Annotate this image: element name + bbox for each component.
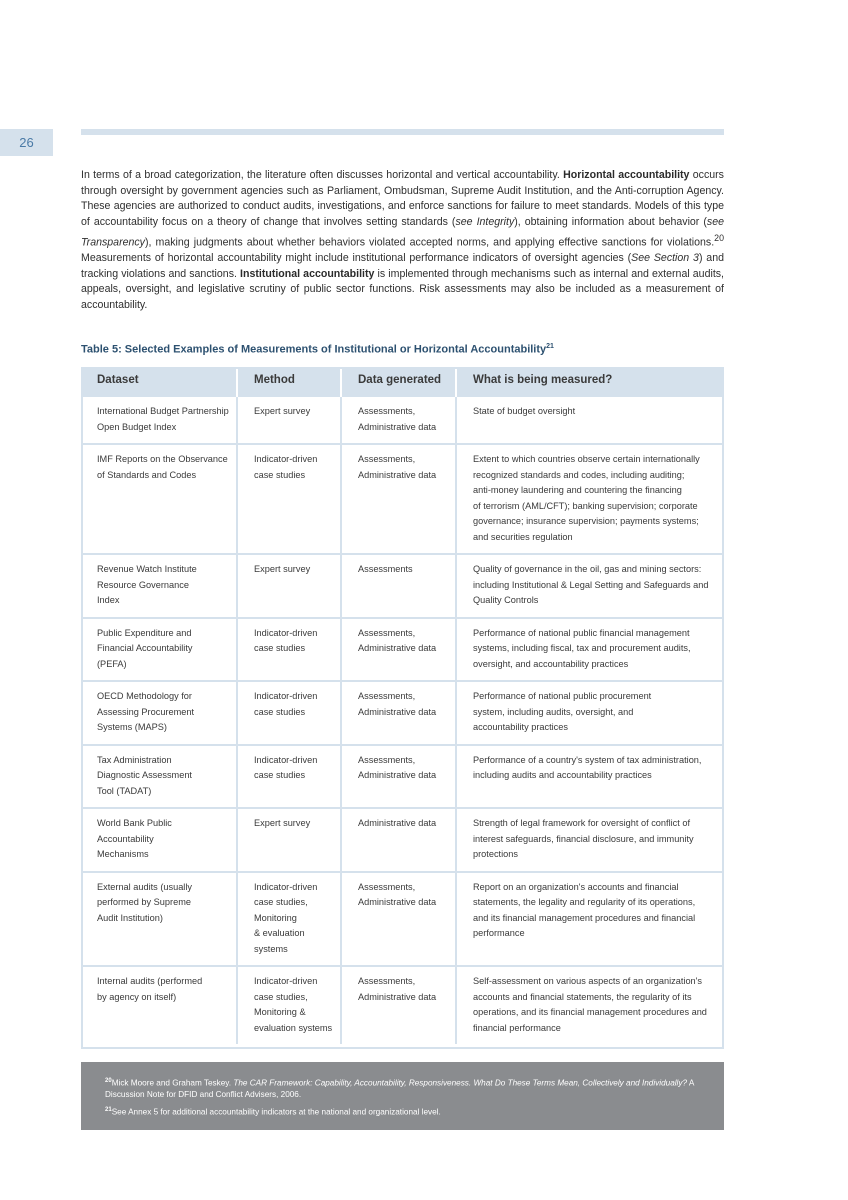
- cell-data-generated: Assessments, Administrative data: [341, 396, 456, 444]
- cell-method: Expert survey: [237, 808, 341, 872]
- body-segment-8: Measurements of horizontal accountability might include institutional performance indicators of oversight agencies (: [81, 252, 632, 265]
- cell-data-generated: Assessments, Administrative data: [341, 681, 456, 745]
- header-method: Method: [237, 367, 341, 396]
- body-segment-1: Horizontal accountability: [563, 169, 690, 181]
- table-row: [81, 745, 724, 809]
- body-segment-3: see Integrity: [455, 216, 515, 229]
- table-body: [81, 396, 724, 1044]
- cell-data-generated: Assessments, Administrative data: [341, 966, 456, 1044]
- cell-measured: Performance of a country's system of tax administration, including audits and accountability practices: [456, 745, 724, 809]
- table-title-footnote-ref: 21: [546, 343, 554, 350]
- cell-dataset: Tax Administration Diagnostic Assessment Tool (TADAT): [81, 745, 237, 809]
- cell-measured: Quality of governance in the oil, gas and mining sectors: including Institutional & Legal Setting and Safeguards and Quality Controls: [456, 554, 724, 618]
- cell-data-generated: Assessments, Administrative data: [341, 444, 456, 554]
- table-title: [81, 343, 554, 356]
- header-what-measured: What is being measured?: [456, 367, 724, 396]
- table-row: [81, 444, 724, 554]
- table-row: [81, 396, 724, 444]
- cell-data-generated: Assessments: [341, 554, 456, 618]
- table-row: [81, 618, 724, 682]
- cell-dataset: World Bank Public Accountability Mechanisms: [81, 808, 237, 872]
- footnote-number: 21: [105, 1106, 112, 1113]
- cell-data-generated: Assessments, Administrative data: [341, 618, 456, 682]
- body-segment-0: In terms of a broad categorization, the literature often discusses horizontal and vertical accountability.: [81, 169, 564, 181]
- cell-data-generated: Assessments, Administrative data: [341, 872, 456, 967]
- body-text: [81, 168, 724, 314]
- body-segment-11: Institutional accountability: [240, 267, 375, 280]
- cell-method: Indicator-driven case studies: [237, 681, 341, 745]
- body-segment-12: is implemented through mechanisms such as internal and external audits, appeals, oversight, and legislative scrutiny of public sector functions. Risk assessments may also be included as a measurement of accountability.: [81, 267, 725, 312]
- page-number: 26: [0, 129, 53, 156]
- body-segment-2: occurs through oversight by government agencies such as Parliament, Ombudsman, Supreme Audit Institution, and the Anti-corruption Agency. These agencies are authorized to conduct audits, investigations, and enforce sanctions for failure to meet standards. Models of this type of accountability focus on a theory of change that involves setting standards (: [81, 169, 724, 229]
- cell-measured: Performance of national public financial management systems, including fiscal, tax and procurement audits, oversight, and accountability practices: [456, 618, 724, 682]
- table-header-row: [81, 367, 724, 396]
- body-segment-6: ), making judgments about whether behaviors violated accepted norms, and applying effective sanctions for violations.: [144, 236, 715, 249]
- table-row: [81, 554, 724, 618]
- table-row: [81, 872, 724, 967]
- header-data-generated: Data generated: [341, 367, 456, 396]
- cell-data-generated: Administrative data: [341, 808, 456, 872]
- cell-dataset: International Budget Partnership Open Budget Index: [81, 396, 237, 444]
- cell-measured: Strength of legal framework for oversight of conflict of interest safeguards, financial disclosure, and immunity protections: [456, 808, 724, 872]
- cell-dataset: OECD Methodology for Assessing Procurement Systems (MAPS): [81, 681, 237, 745]
- table-title-text: Table 5: Selected Examples of Measurements of Institutional or Horizontal Accountability: [81, 343, 547, 356]
- body-segment-7: 20: [714, 232, 724, 243]
- cell-dataset: Public Expenditure and Financial Accountability (PEFA): [81, 618, 237, 682]
- footnote-21: [105, 1105, 700, 1118]
- cell-method: Indicator-driven case studies: [237, 618, 341, 682]
- table-row: [81, 966, 724, 1044]
- header-rule: [81, 129, 724, 135]
- cell-method: Indicator-driven case studies, Monitoring & evaluation systems: [237, 966, 341, 1044]
- footnote-20: [105, 1076, 700, 1101]
- cell-dataset: Revenue Watch Institute Resource Governance Index: [81, 554, 237, 618]
- body-paragraph: [81, 168, 724, 314]
- footnote-number: 20: [105, 1078, 112, 1084]
- footnote-20-segment-1: The CAR Framework: Capability, Accountability, Responsiveness. What Do These Terms Mean, Collectively and Individually?: [233, 1078, 688, 1088]
- cell-method: Expert survey: [237, 554, 341, 618]
- body-segment-9: See Section 3: [631, 252, 699, 265]
- cell-measured: Performance of national public procurement system, including audits, oversight, and accountability practices: [456, 681, 724, 745]
- body-segment-4: ), obtaining information about behavior (: [514, 216, 707, 229]
- cell-measured: State of budget oversight: [456, 396, 724, 444]
- cell-measured: Extent to which countries observe certain internationally recognized standards and codes, including auditing; anti-money laundering and countering the financing of terrorism (AML/CFT); banking supervision; corporate governance; insurance supervision; payments systems; and securities regulation: [456, 444, 724, 554]
- table-row: [81, 808, 724, 872]
- footnote-20-segment-2: A Discussion Note for DFID and Conflict Advisers, 2006.: [105, 1078, 694, 1100]
- header-dataset: Dataset: [81, 367, 237, 396]
- footnotes-box: [81, 1062, 724, 1130]
- cell-dataset: Internal audits (performed by agency on itself): [81, 966, 237, 1044]
- cell-method: Indicator-driven case studies, Monitoring & evaluation systems: [237, 872, 341, 967]
- cell-measured: Report on an organization's accounts and financial statements, the legality and regularity of its operations, and its financial management procedures and financial performance: [456, 872, 724, 967]
- cell-method: Indicator-driven case studies: [237, 444, 341, 554]
- cell-method: Expert survey: [237, 396, 341, 444]
- measurements-table: [81, 367, 724, 1044]
- cell-dataset: External audits (usually performed by Supreme Audit Institution): [81, 872, 237, 967]
- cell-method: Indicator-driven case studies: [237, 745, 341, 809]
- cell-dataset: IMF Reports on the Observance of Standards and Codes: [81, 444, 237, 554]
- table-row: [81, 681, 724, 745]
- cell-measured: Self-assessment on various aspects of an organization's accounts and financial statements, the regularity of its operations, and its financial management procedures and financial performance: [456, 966, 724, 1044]
- body-segment-5: see Transparency: [81, 216, 724, 249]
- body-segment-10: ) and tracking violations and sanctions.: [81, 252, 724, 280]
- cell-data-generated: Assessments, Administrative data: [341, 745, 456, 809]
- footnote-20-segment-0: Mick Moore and Graham Teskey.: [111, 1078, 234, 1088]
- footnote-21-segment-0: See Annex 5 for additional accountability indicators at the national and organizational level.: [111, 1107, 441, 1117]
